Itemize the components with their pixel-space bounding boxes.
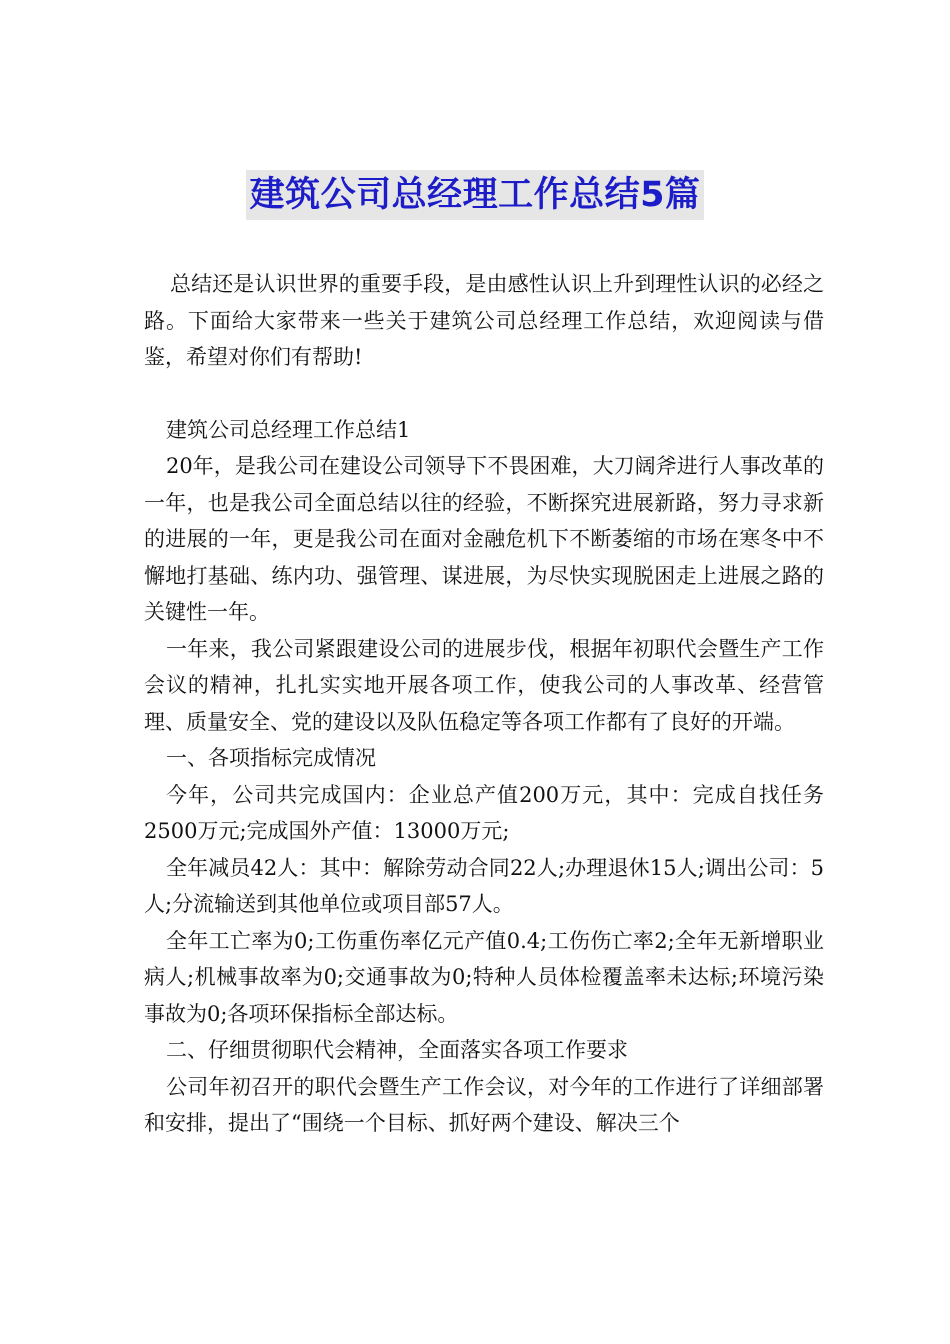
body-paragraph: 全年减员42人：其中：解除劳动合同22人;办理退休15人;调出公司：5人;分流输送到其他单位或项目部57人。	[144, 855, 824, 916]
body-paragraph: 今年，公司共完成国内：企业总产值200万元，其中：完成自找任务2500万元;完成国外产值：13000万元;	[144, 782, 824, 843]
body-paragraph: 20年，是我公司在建设公司领导下不畏困难，大刀阔斧进行人事改革的一年，也是我公司全面总结以往的经验，不断探究进展新路，努力寻求新的进展的一年，更是我公司在面对金融危机下不断萎缩的市场在寒冬中不懈地打基础、练内功、强管理、谋进展，为尽快实现脱困走上进展之路的关键性一年。	[144, 454, 824, 624]
intro-paragraph: 总结还是认识世界的重要手段，是由感性认识上升到理性认识的必经之路。下面给大家带来一些关于建筑公司总经理工作总结，欢迎阅读与借鉴，希望对你们有帮助!	[144, 272, 824, 369]
paragraph-gap	[144, 376, 824, 412]
list-heading: 一、各项指标完成情况	[166, 746, 376, 770]
document-body	[144, 266, 824, 1142]
body-paragraph: 一年来，我公司紧跟建设公司的进展步伐，根据年初职代会暨生产工作会议的精神，扎扎实实地开展各项工作，使我公司的人事改革、经营管理、质量安全、党的建设以及队伍稳定等各项工作都有了良好的开端。	[144, 636, 824, 734]
title-container	[0, 170, 950, 220]
section-heading: 建筑公司总经理工作总结1	[166, 417, 411, 442]
list-heading: 二、仔细贯彻职代会精神，全面落实各项工作要求	[166, 1038, 628, 1062]
body-paragraph: 全年工亡率为0;工伤重伤率亿元产值0.4;工伤伤亡率2;全年无新增职业病人;机械事故率为0;交通事故为0;特种人员体检覆盖率未达标;环境污染事故为0;各项环保指标全部达标。	[144, 928, 824, 1026]
document-title: 建筑公司总经理工作总结5篇	[246, 170, 705, 220]
body-paragraph: 公司年初召开的职代会暨生产工作会议，对今年的工作进行了详细部署和安排，提出了“围绕一个目标、抓好两个建设、解决三个	[144, 1074, 824, 1135]
